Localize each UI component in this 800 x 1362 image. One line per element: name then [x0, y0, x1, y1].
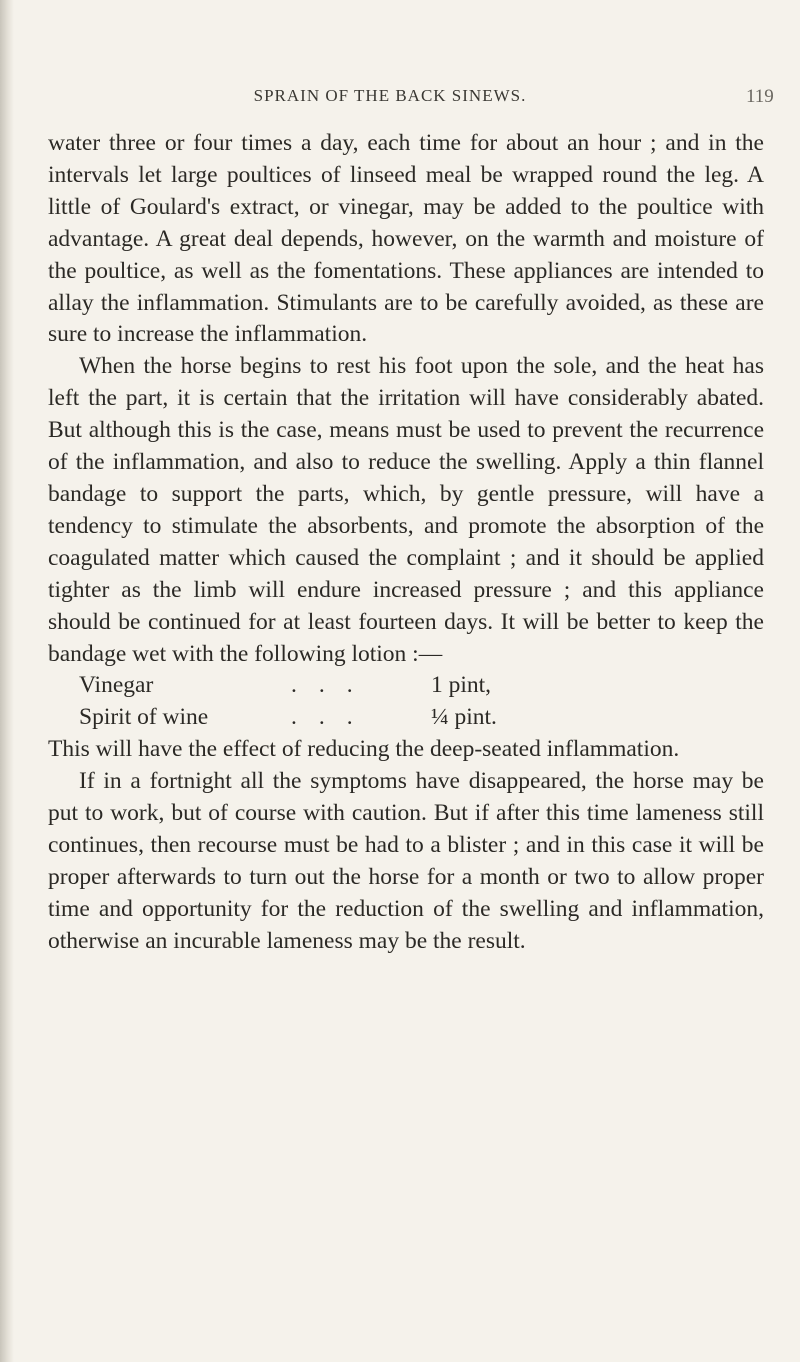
recipe-row [48, 702, 764, 734]
recipe-ingredient: Vinegar [79, 672, 154, 699]
recipe-row [48, 670, 764, 702]
running-title: SPRAIN OF THE BACK SINEWS. [253, 86, 527, 105]
page-header [0, 86, 800, 116]
recipe-quantity: 1 pint, [431, 672, 492, 699]
paragraph-1: water three or four times a day, each time for about an hour ; and in the intervals let large poultices of linseed meal be wrapped round the leg. A little of Goulard's extract, or vinegar, may be added to the poultice with advantage. A great deal depends, however, on the warmth and moisture of the poultice, as well as the fomentations. These appliances are intended to allay the inflammation. Stimulants are to be carefully avoided, as these are sure to increase the inflammation. [48, 130, 764, 348]
paragraph-3: This will have the effect of reducing the deep-seated inflammation. [48, 736, 680, 763]
recipe-ingredient: Spirit of wine [79, 704, 209, 731]
page-number: 119 [746, 86, 774, 107]
page-gutter-shadow [0, 0, 14, 1362]
body-text [48, 128, 764, 958]
paragraph-2: When the horse begins to rest his foot upon the sole, and the heat has left the part, it is certain that the irritation will have considerably abated. But although this is the case, means must be used to prevent the recurrence of the inflammation, and also to reduce the swelling. Apply a thin flannel bandage to support the parts, which, by gentle pressure, will have a tendency to stimulate the absorbents, and promote the absorption of the coagulated matter which caused the complaint ; and it should be applied tighter as the limb will endure increased pressure ; and this appliance should be continued for at least fourteen days. It will be better to keep the bandage wet with the following lotion :— [48, 353, 764, 667]
paragraph-4: If in a fortnight all the symptoms have disappeared, the horse may be put to work, but of course with caution. But if after this time lameness still continues, then recourse must be had to a blister ; and in this case it will be proper afterwards to turn out the horse for a month or two to allow proper time and opportunity for the reduction of the swelling and inflammation, otherwise an incurable lameness may be the result. [48, 768, 764, 954]
recipe-leader: ... [291, 704, 375, 731]
recipe-leader: ... [291, 672, 375, 699]
recipe-quantity: ¼ pint. [431, 704, 497, 731]
lotion-recipe [48, 670, 764, 734]
